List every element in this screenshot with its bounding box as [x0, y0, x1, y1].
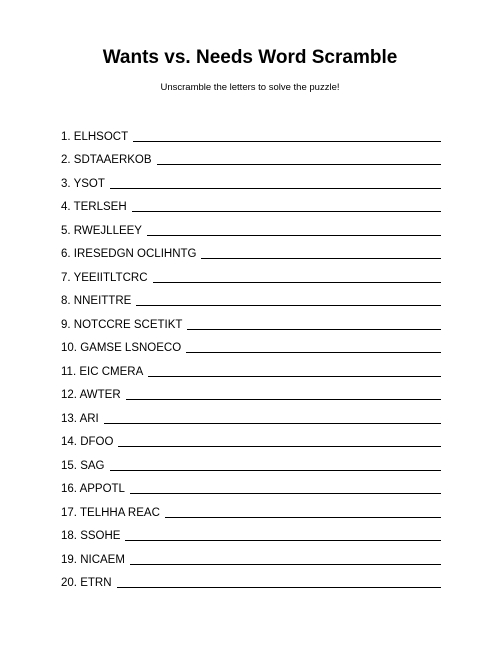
scramble-item [61, 403, 441, 427]
scrambled-word: NNEITTRE [73, 295, 132, 307]
answer-line[interactable] [130, 563, 441, 565]
scrambled-word-label [61, 529, 120, 544]
scrambled-word-label [61, 247, 196, 262]
scrambled-word-label [61, 200, 127, 215]
scrambled-word-label [61, 576, 112, 591]
item-number: 3. [61, 177, 71, 190]
item-number: 17. [61, 506, 77, 519]
scramble-item [61, 450, 441, 474]
item-number: 15. [61, 459, 77, 472]
item-number: 6. [61, 248, 71, 260]
scrambled-word-label [61, 459, 105, 474]
item-number: 14. [61, 436, 77, 448]
scrambled-word: NICAEM [80, 553, 125, 566]
scrambled-word-label [61, 177, 105, 192]
scrambled-word-label [61, 130, 128, 145]
scramble-item [61, 121, 441, 145]
scramble-item [61, 239, 441, 263]
answer-line[interactable] [133, 140, 441, 142]
answer-line[interactable] [125, 539, 441, 541]
item-number: 20. [61, 577, 77, 589]
scrambled-word-label [61, 153, 152, 168]
item-number: 11. [61, 365, 77, 378]
answer-line[interactable] [187, 328, 441, 330]
answer-line[interactable] [104, 422, 441, 424]
item-number: 19. [61, 553, 77, 566]
worksheet-title: Wants vs. Needs Word Scramble [102, 47, 398, 68]
scrambled-word: AWTER [79, 389, 121, 401]
answer-line[interactable] [201, 257, 441, 259]
scrambled-word-label [61, 506, 160, 521]
scrambled-word-label [61, 318, 182, 333]
answer-line[interactable] [126, 398, 441, 400]
scramble-item [61, 544, 441, 568]
scramble-item [61, 262, 441, 286]
scrambled-word: ARI [79, 412, 99, 425]
scrambled-word: ETRN [80, 577, 112, 589]
answer-line[interactable] [157, 163, 441, 165]
scramble-item [61, 309, 441, 333]
scramble-item [61, 145, 441, 169]
scrambled-word: RWEJLLEEY [73, 224, 142, 237]
item-number: 4. [61, 201, 71, 213]
scrambled-word: SDTAAERKOB [73, 154, 152, 166]
scrambled-word: NOTCCRE SCETIKT [73, 318, 183, 331]
scramble-item [61, 215, 441, 239]
scrambled-word: SSOHE [80, 530, 121, 542]
answer-line[interactable] [118, 445, 441, 447]
scrambled-word-label [61, 482, 125, 497]
scrambled-word-label [61, 294, 131, 309]
scramble-item [61, 168, 441, 192]
scramble-item [61, 568, 441, 592]
worksheet-instructions: Unscramble the letters to solve the puzzle! [160, 82, 340, 93]
answer-line[interactable] [132, 210, 441, 212]
scrambled-word: APPOTL [79, 483, 125, 495]
answer-line[interactable] [110, 187, 441, 189]
scramble-list [61, 121, 441, 591]
item-number: 9. [61, 318, 71, 331]
answer-line[interactable] [186, 351, 441, 353]
scramble-item [61, 380, 441, 404]
answer-line[interactable] [153, 281, 441, 283]
answer-line[interactable] [136, 304, 441, 306]
scramble-item [61, 427, 441, 451]
answer-line[interactable] [147, 234, 441, 236]
scrambled-word: TERLSEH [73, 201, 127, 213]
item-number: 7. [61, 271, 71, 284]
scrambled-word: YEEIITLTCRC [73, 271, 148, 284]
scrambled-word-label [61, 224, 142, 239]
scrambled-word: YSOT [73, 177, 105, 190]
item-number: 18. [61, 530, 77, 542]
scrambled-word: ELHSOCT [73, 130, 129, 143]
scramble-item [61, 286, 441, 310]
scrambled-word-label [61, 435, 113, 450]
scrambled-word-label [61, 341, 181, 356]
item-number: 13. [61, 412, 77, 425]
scramble-item [61, 333, 441, 357]
scrambled-word-label [61, 388, 121, 403]
item-number: 5. [61, 224, 71, 237]
scrambled-word: IRESEDGN OCLIHNTG [73, 248, 197, 260]
scrambled-word-label [61, 365, 143, 380]
scramble-item [61, 497, 441, 521]
scramble-item [61, 521, 441, 545]
scrambled-word: GAMSE LSNOECO [80, 342, 182, 354]
answer-line[interactable] [117, 586, 441, 588]
scrambled-word: EIC CMERA [79, 365, 144, 378]
item-number: 1. [61, 130, 71, 143]
scramble-item [61, 192, 441, 216]
answer-line[interactable] [110, 469, 442, 471]
scrambled-word-label [61, 271, 148, 286]
item-number: 8. [61, 295, 71, 307]
item-number: 12. [61, 389, 77, 401]
scramble-item [61, 356, 441, 380]
scrambled-word: DFOO [80, 436, 114, 448]
item-number: 16. [61, 483, 77, 495]
answer-line[interactable] [165, 516, 441, 518]
scrambled-word-label [61, 412, 99, 427]
answer-line[interactable] [130, 492, 441, 494]
item-number: 2. [61, 154, 71, 166]
item-number: 10. [61, 342, 77, 354]
scrambled-word: SAG [80, 459, 105, 472]
scramble-item [61, 474, 441, 498]
scrambled-word-label [61, 553, 125, 568]
scrambled-word: TELHHA REAC [80, 506, 160, 519]
answer-line[interactable] [148, 375, 441, 377]
